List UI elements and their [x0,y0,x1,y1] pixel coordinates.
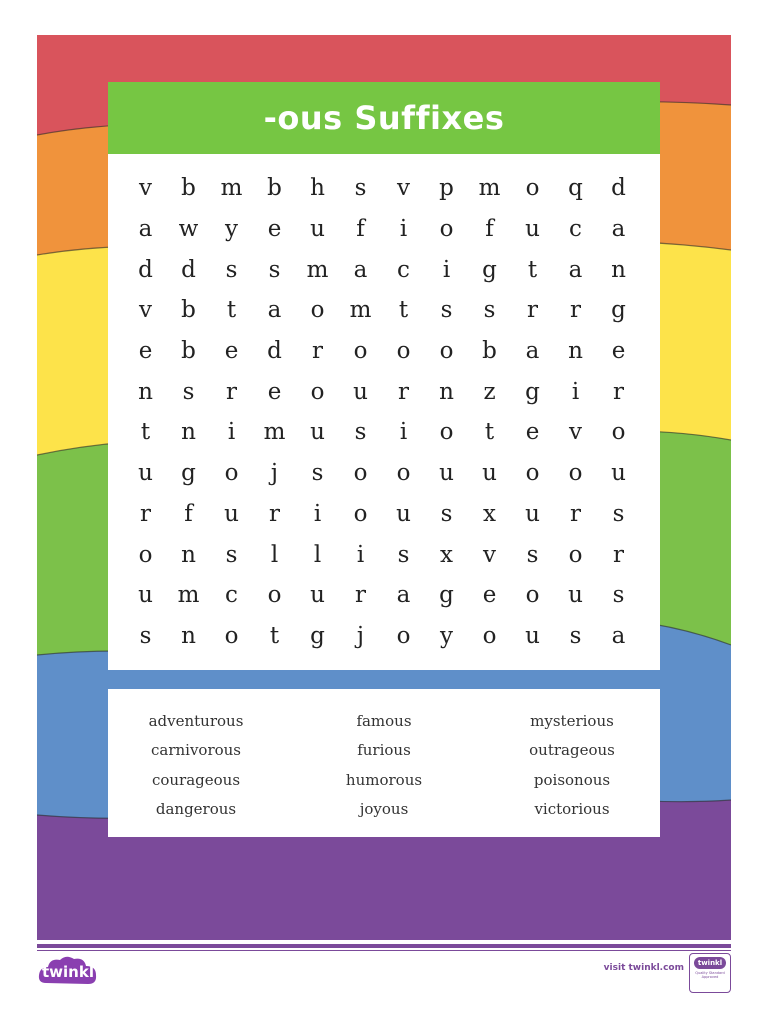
badge-title: twinkl [694,957,726,969]
word-list-item: famous [356,712,412,730]
word-list-item: adventurous [148,712,244,730]
grid-letter[interactable]: d [267,338,282,365]
grid-letter[interactable]: o [224,460,239,487]
word-list-item: victorious [534,799,610,818]
grid-letter[interactable]: a [611,216,626,243]
grid-letter[interactable]: v [139,297,152,324]
grid-letter[interactable]: l [270,541,279,568]
grid-letter[interactable]: b [482,338,497,365]
grid-letter[interactable]: s [440,500,453,527]
grid-letter[interactable]: o [396,622,411,649]
grid-letter[interactable]: u [568,582,583,609]
grid-letter[interactable]: b [181,175,196,202]
grid-letter[interactable]: c [225,582,238,609]
grid-letter[interactable]: s [225,256,238,283]
grid-letter[interactable]: e [267,216,282,243]
word-list-item: courageous [151,770,241,789]
grid-letter[interactable]: z [483,378,496,405]
grid-letter[interactable]: s [612,582,625,609]
word-list-item: furious [357,741,411,760]
grid-letter[interactable]: o [525,582,540,609]
grid-letter[interactable]: g [310,622,325,649]
quality-badge [689,953,731,993]
grid-letter[interactable]: t [269,622,280,649]
grid-letter[interactable]: o [224,622,239,649]
grid-letter[interactable]: v [483,541,496,568]
grid-letter[interactable]: o [310,378,325,405]
grid-letter[interactable]: i [571,378,580,405]
grid-letter[interactable]: r [226,378,237,405]
grid-letter[interactable]: g [611,297,626,324]
grid-letter[interactable]: r [269,500,280,527]
grid-letter[interactable]: m [177,582,200,609]
grid-letter[interactable]: e [611,338,626,365]
grid-letter[interactable]: a [611,622,626,649]
grid-letter[interactable]: a [353,256,368,283]
grid-letter[interactable]: n [611,256,626,283]
grid-letter[interactable]: g [525,378,540,405]
grid-letter[interactable]: d [181,256,196,283]
grid-letter[interactable]: s [526,541,539,568]
grid-letter[interactable]: s [354,419,367,446]
grid-letter[interactable]: i [399,216,408,243]
footer-divider-thin [37,950,731,951]
grid-letter[interactable]: s [569,622,582,649]
grid-letter[interactable]: r [312,338,323,365]
grid-letter[interactable]: u [525,216,540,243]
grid-letter[interactable]: u [482,460,497,487]
grid-letter[interactable]: t [484,419,495,446]
grid-letter[interactable]: b [181,338,196,365]
word-list-item: humorous [345,770,423,789]
grid-letter[interactable]: i [356,541,365,568]
grid-letter[interactable]: e [138,338,153,365]
grid-letter[interactable]: s [225,541,238,568]
grid-letter[interactable]: u [525,500,540,527]
visit-link[interactable]: visit twinkl.com [603,963,684,973]
grid-letter[interactable]: n [568,338,583,365]
grid-letter[interactable]: s [440,297,453,324]
grid-letter[interactable]: o [525,175,540,202]
word-list-item: poisonous [533,770,611,789]
grid-letter[interactable]: b [267,175,282,202]
grid-letter[interactable]: a [396,582,411,609]
grid-letter[interactable]: o [611,419,626,446]
grid-letter[interactable]: x [483,500,496,527]
footer-divider [37,944,731,948]
grid-letter[interactable]: b [181,297,196,324]
grid-letter[interactable]: t [226,297,237,324]
grid-letter[interactable]: u [224,500,239,527]
grid-letter[interactable]: o [310,297,325,324]
grid-letter[interactable]: o [525,460,540,487]
grid-letter[interactable]: s [311,460,324,487]
grid-letter[interactable]: o [353,338,368,365]
grid-letter[interactable]: x [440,541,453,568]
grid-letter[interactable]: i [227,419,236,446]
grid-letter[interactable]: u [439,460,454,487]
grid-letter[interactable]: r [613,378,624,405]
grid-letter[interactable]: h [310,175,325,202]
grid-letter[interactable]: y [440,622,453,649]
grid-letter[interactable]: d [138,256,153,283]
grid-letter[interactable]: o [568,541,583,568]
word-list-item: carnivorous [150,741,242,760]
grid-letter[interactable]: u [310,419,325,446]
grid-letter[interactable]: m [220,175,243,202]
word-list-item: outrageous [529,741,615,760]
grid-letter[interactable]: m [349,297,372,324]
grid-letter[interactable]: o [396,338,411,365]
grid-letter[interactable]: s [612,500,625,527]
logo-text: twinkl [42,963,94,981]
grid-letter[interactable]: i [442,256,451,283]
grid-letter[interactable]: u [138,460,153,487]
grid-letter[interactable]: e [224,338,239,365]
grid-letter[interactable]: e [525,419,540,446]
grid-letter[interactable]: r [570,500,581,527]
grid-letter[interactable]: v [569,419,582,446]
grid-letter[interactable]: o [439,338,454,365]
grid-letter[interactable]: f [485,216,494,243]
grid-letter[interactable]: a [568,256,583,283]
grid-letter[interactable]: v [397,175,410,202]
grid-letter[interactable]: r [570,297,581,324]
grid-letter[interactable]: u [310,582,325,609]
grid-letter[interactable]: o [482,622,497,649]
grid-letter[interactable]: o [439,216,454,243]
grid-letter[interactable]: a [525,338,540,365]
grid-letter[interactable]: n [181,622,196,649]
grid-letter[interactable]: r [355,582,366,609]
grid-letter[interactable]: q [568,175,583,202]
grid-letter[interactable]: t [527,256,538,283]
grid-letter[interactable]: t [140,419,151,446]
grid-letter[interactable]: w [178,216,199,243]
grid-letter[interactable]: m [478,175,501,202]
grid-letter[interactable]: u [396,500,411,527]
grid-letter[interactable]: a [138,216,153,243]
grid-letter[interactable]: r [140,500,151,527]
grid-letter[interactable]: s [268,256,281,283]
wordsearch-card [108,154,660,670]
grid-letter[interactable]: e [482,582,497,609]
grid-letter[interactable]: n [439,378,454,405]
grid-letter[interactable]: o [353,460,368,487]
grid-letter[interactable]: s [483,297,496,324]
grid-letter[interactable]: o [353,500,368,527]
grid-letter[interactable]: o [138,541,153,568]
grid-letter[interactable]: j [270,460,279,487]
grid-letter[interactable]: f [184,500,193,527]
word-column [108,707,284,824]
grid-letter[interactable]: u [611,460,626,487]
grid-letter[interactable]: g [181,460,196,487]
grid-letter[interactable]: o [267,582,282,609]
grid-letter[interactable]: a [267,297,282,324]
grid-letter[interactable]: i [313,500,322,527]
word-column [484,707,660,824]
grid-letter[interactable]: u [310,216,325,243]
word-list-item: dangerous [155,799,237,818]
grid-letter[interactable]: f [356,216,365,243]
wordsearch-grid [124,168,640,656]
word-column [284,707,484,824]
grid-letter[interactable]: g [482,256,497,283]
word-list [108,707,660,824]
grid-letter[interactable]: e [267,378,282,405]
grid-letter[interactable]: c [569,216,582,243]
grid-letter[interactable]: s [182,378,195,405]
grid-letter[interactable]: c [397,256,410,283]
grid-letter[interactable]: u [353,378,368,405]
grid-letter[interactable]: l [313,541,322,568]
grid-letter[interactable]: t [398,297,409,324]
grid-letter[interactable]: o [396,460,411,487]
grid-letter[interactable]: s [139,622,152,649]
grid-letter[interactable]: s [354,175,367,202]
grid-letter[interactable]: s [397,541,410,568]
grid-letter[interactable]: d [611,175,626,202]
grid-letter[interactable]: j [356,622,365,649]
grid-letter[interactable]: o [568,460,583,487]
word-list-item: mysterious [530,712,614,730]
grid-letter[interactable]: r [398,378,409,405]
grid-letter[interactable]: r [527,297,538,324]
grid-letter[interactable]: m [306,256,329,283]
badge-text: Quality Standard Approved [695,971,725,979]
grid-letter[interactable]: i [399,419,408,446]
grid-letter[interactable]: n [138,378,153,405]
grid-letter[interactable]: n [181,541,196,568]
word-list-card [108,689,660,837]
grid-letter[interactable]: n [181,419,196,446]
grid-letter[interactable]: p [439,175,454,202]
word-list-item: joyous [359,799,409,818]
grid-letter[interactable]: g [439,582,454,609]
twinkl-logo[interactable] [36,953,100,991]
grid-letter[interactable]: m [263,419,286,446]
grid-letter[interactable]: u [138,582,153,609]
page-title: -ous Suffixes [263,99,505,137]
grid-letter[interactable]: v [139,175,152,202]
grid-letter[interactable]: y [225,216,238,243]
title-bar [108,82,660,154]
grid-letter[interactable]: o [439,419,454,446]
grid-letter[interactable]: r [613,541,624,568]
grid-letter[interactable]: u [525,622,540,649]
